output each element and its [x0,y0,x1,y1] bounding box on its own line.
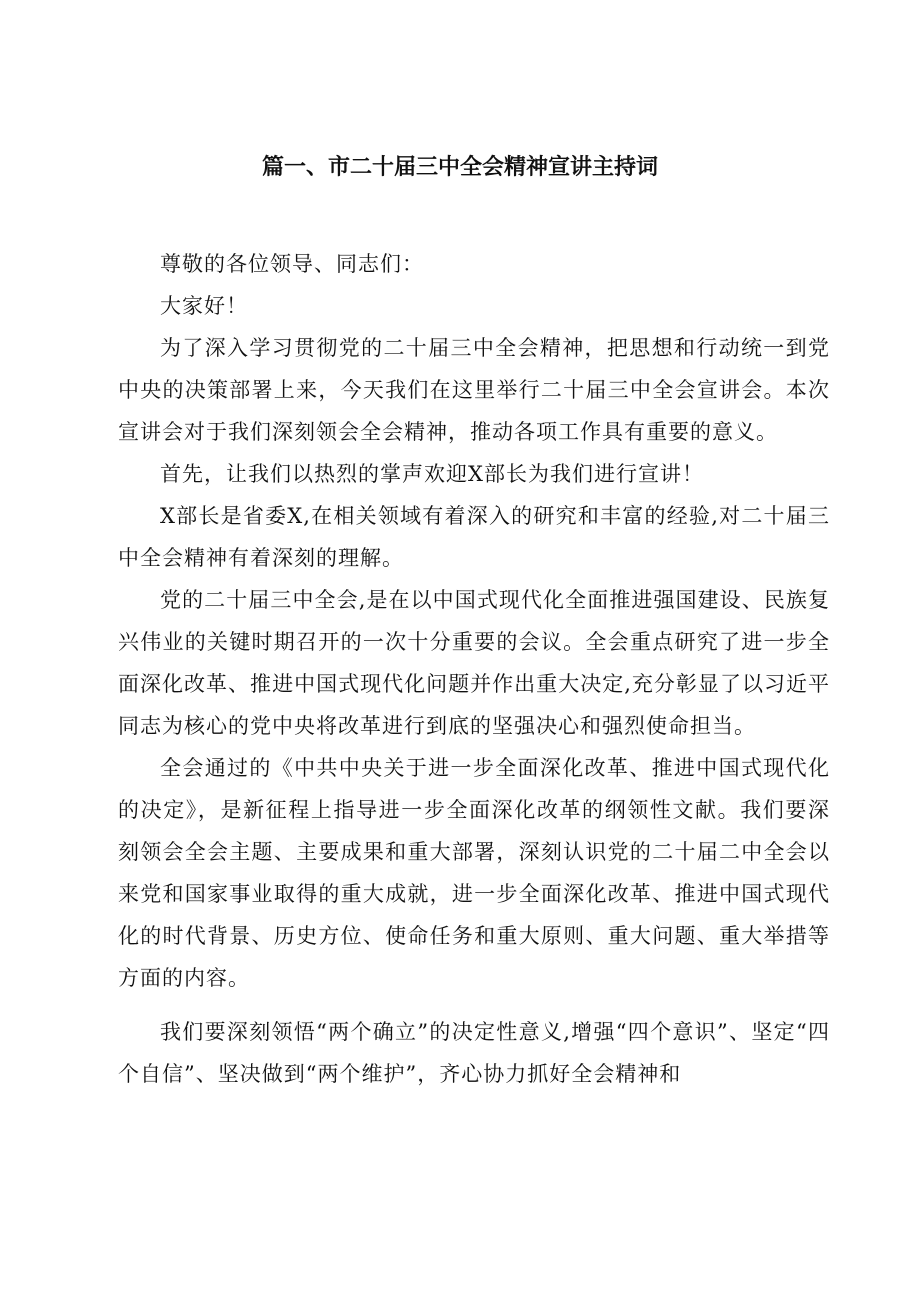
paragraph-decision: 全会通过的《中共中央关于进一步全面深化改革、推进中国式现代化的决定》，是新征程上指导进一步全面深化改革的纲领性文献。我们要深刻领会全会主题、主要成果和重大部署，深刻认识党的二十届二中全会以来党和国家事业取得的重大成就，进一步全面深化改革、推进中国式现代化的时代背景、历史方位、使命任务和重大原则、重大问题、重大举措等方面的内容。 [118,756,830,990]
paragraph-purpose: 为了深入学习贯彻党的二十届三中全会精神，把思想和行动统一到党中央的决策部署上来，今天我们在这里举行二十届三中全会宣讲会。本次宣讲会对于我们深刻领会全会精神，推动各项工作具有重要的意义。 [118,336,830,444]
paragraph-greeting: 大家好！ [160,294,248,318]
paragraph-speaker-intro: X部长是省委X,在相关领域有着深入的研究和丰富的经验,对二十届三中全会精神有着深刻的理解。 [118,504,830,570]
paragraph-salutation: 尊敬的各位领导、同志们： [160,252,424,276]
paragraph-welcome: 首先，让我们以热烈的掌声欢迎X部长为我们进行宣讲！ [160,462,704,486]
document-title: 篇一、市二十届三中全会精神宣讲主持词 [261,155,658,180]
paragraph-plenum-significance: 党的二十届三中全会,是在以中国式现代化全面推进强国建设、民族复兴伟业的关键时期召开的一次十分重要的会议。全会重点研究了进一步全面深化改革、推进中国式现代化问题并作出重大决定,充分彰显了以习近平同志为核心的党中央将改革进行到底的坚强决心和强烈使命担当。 [118,588,830,738]
document-body [118,243,830,1095]
paragraph-two-establishments: 我们要深刻领悟“两个确立”的决定性意义,增强“四个意识”、坚定“四个自信”、坚决做到“两个维护”，齐心协力抓好全会精神和 [118,1020,830,1086]
